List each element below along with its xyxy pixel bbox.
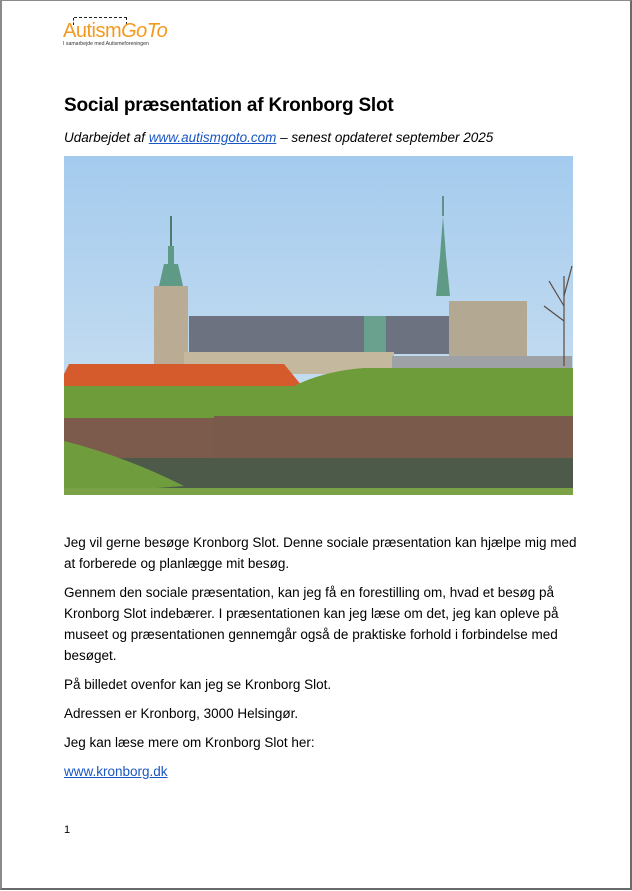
autismgoto-logo bbox=[63, 15, 168, 51]
autismgoto-link[interactable]: www.autismgoto.com bbox=[148, 130, 277, 145]
castle-photo bbox=[64, 156, 573, 495]
subtitle bbox=[64, 130, 493, 145]
page-number: 1 bbox=[64, 824, 71, 836]
subtitle-prefix: Udarbejdet af bbox=[64, 130, 149, 145]
paragraph-read-more: Jeg kan læse mere om Kronborg Slot her: bbox=[64, 735, 315, 750]
paragraph-overview: Gennem den sociale præsentation, kan jeg få en forestilling om, hvad et besøg på Kronborg Slot indebærer. I præsentationen kan jeg læse om det, jeg kan opleve på museet og præsentationen gennemgår også de praktiske forhold i forbindelse med besøget. bbox=[64, 585, 559, 663]
logo-tagline: I samarbejde med Autismeforeningen bbox=[63, 41, 149, 47]
page-title: Social præsentation af Kronborg Slot bbox=[64, 95, 394, 116]
paragraph-address: Adressen er Kronborg, 3000 Helsingør. bbox=[64, 706, 299, 721]
paragraph-image-caption: På billedet ovenfor kan jeg se Kronborg Slot. bbox=[64, 677, 332, 692]
kronborg-link[interactable]: www.kronborg.dk bbox=[64, 764, 168, 779]
paragraph-intro: Jeg vil gerne besøge Kronborg Slot. Denne sociale præsentation kan hjælpe mig med at forberede og planlægge mit besøg. bbox=[64, 535, 577, 571]
logo-wordmark bbox=[63, 21, 167, 41]
logo-brand-part1: Autism bbox=[63, 20, 122, 42]
body-text bbox=[64, 532, 579, 790]
subtitle-suffix: – senest opdateret september 2025 bbox=[276, 130, 494, 145]
logo-brand-part2: GoTo bbox=[121, 20, 168, 42]
